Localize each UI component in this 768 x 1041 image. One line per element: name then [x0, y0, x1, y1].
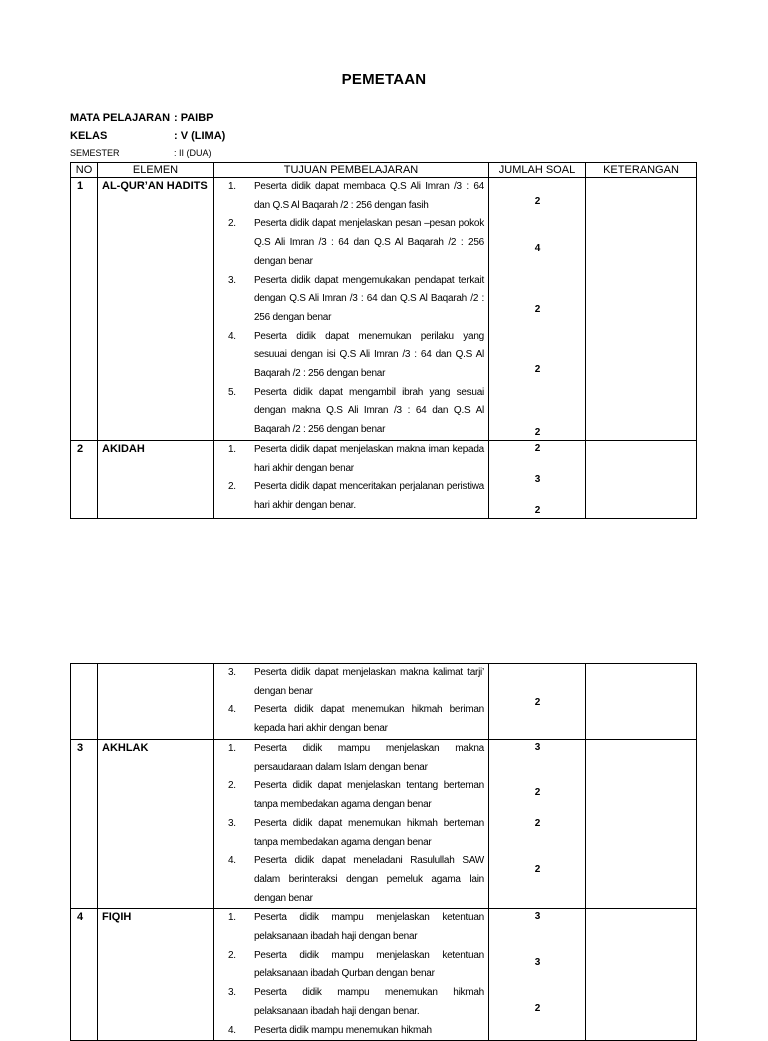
objective-item: 2. Peserta didik dapat menjelaskan pesan –pesan pokok Q.S Ali Imran /3 : 64 dan Q.S Al Baqarah /2 : 256 dengan benar — [228, 218, 484, 267]
question-count-cell — [489, 740, 586, 909]
objective-item: 4. Peserta didik dapat menemukan hikmah beriman kepada hari akhir dengan benar — [228, 704, 484, 735]
objectives-cell — [214, 664, 489, 740]
table-row — [71, 740, 697, 909]
question-count: 2 — [534, 787, 541, 798]
question-count: 2 — [534, 304, 541, 315]
mapping-table-page-2 — [70, 663, 697, 1041]
header-element: ELEMEN — [98, 163, 214, 178]
objectives-cell — [214, 740, 489, 909]
header-notes: KETERANGAN — [586, 163, 697, 178]
question-count-cell — [489, 178, 586, 441]
element-name: AKHLAK — [98, 740, 214, 909]
objective-item: 1. Peserta didik dapat membaca Q.S Ali Imran /3 : 64 dan Q.S Al Baqarah /2 : 256 dengan fasih — [228, 181, 484, 211]
question-count-cell — [489, 664, 586, 740]
objective-item: 2. Peserta didik dapat menceritakan perjalanan peristiwa hari akhir dengan benar. — [228, 481, 484, 511]
objectives-list — [214, 740, 488, 908]
element-name: AKIDAH — [98, 440, 214, 518]
class-value: : V (LIMA) — [174, 130, 226, 142]
notes-cell — [586, 440, 697, 518]
objectives-list — [214, 441, 488, 516]
row-number: 1 — [71, 178, 98, 441]
semester-value: : II (DUA) — [174, 148, 212, 158]
notes-cell — [586, 178, 697, 441]
objective-item: 3. Peserta didik dapat mengemukakan pendapat terkait dengan Q.S Ali Imran /3 : 64 dan Q.S Al Baqarah /2 : 256 dengan benar — [228, 274, 484, 323]
question-count: 4 — [534, 243, 541, 254]
mapping-table-page-1 — [70, 162, 697, 519]
question-count: 3 — [534, 473, 541, 485]
objective-item: 2. Peserta didik mampu menjelaskan ketentuan pelaksanaan ibadah Qurban dengan benar — [228, 949, 484, 980]
semester-line — [70, 148, 212, 158]
objective-item: 3. Peserta didik mampu menemukan hikmah pelaksanaan ibadah haji dengan benar. — [228, 987, 484, 1017]
header-objectives: TUJUAN PEMBELAJARAN — [214, 163, 489, 178]
notes-cell — [586, 664, 697, 740]
element-name — [98, 664, 214, 740]
objective-item: 4. Peserta didik dapat meneladani Rasulullah SAW dalam berinteraksi dengan pemeluk agama lain dengan benar — [228, 855, 484, 904]
objective-item: 5. Peserta didik dapat mengambil ibrah yang sesuai dengan makna Q.S Ali Imran /3 : 64 dan Q.S Al Baqarah /2 : 256 dengan benar — [228, 386, 484, 436]
question-count-cell — [489, 909, 586, 1041]
objective-item: 3. Peserta didik dapat menemukan hikmah berteman tanpa membedakan agama dengan benar — [228, 817, 484, 848]
question-count: 2 — [534, 818, 541, 829]
objectives-list — [214, 664, 488, 739]
notes-cell — [586, 740, 697, 909]
question-count: 2 — [534, 1003, 541, 1015]
table-row — [71, 178, 697, 441]
question-count: 2 — [534, 427, 541, 438]
objectives-list — [214, 909, 488, 1040]
subject-label: MATA PELAJARAN — [70, 112, 171, 124]
class-label: KELAS — [70, 130, 108, 142]
objective-item: 3. Peserta didik dapat menjelaskan makna kalimat tarji’ dengan benar — [228, 667, 484, 697]
subject-value: : PAIBP — [174, 112, 214, 124]
objective-item: 1. Peserta didik mampu menjelaskan ketentuan pelaksanaan ibadah haji dengan benar — [228, 912, 484, 943]
question-count: 2 — [534, 697, 541, 708]
row-number — [71, 664, 98, 740]
notes-cell — [586, 909, 697, 1041]
question-count: 3 — [534, 911, 541, 923]
objectives-cell — [214, 440, 489, 518]
page-title: PEMETAAN — [341, 71, 427, 88]
objective-item: 1. Peserta didik mampu menjelaskan makna persaudaraan dalam Islam dengan benar — [228, 743, 484, 773]
element-name: AL-QUR’AN HADITS — [98, 178, 214, 441]
question-count: 2 — [534, 196, 541, 207]
objective-item: 2. Peserta didik dapat menjelaskan tentang berteman tanpa membedakan agama dengan benar — [228, 780, 484, 811]
objectives-list — [214, 178, 488, 440]
question-count-cell — [489, 440, 586, 518]
objectives-cell — [214, 909, 489, 1041]
question-count: 3 — [534, 742, 541, 753]
objective-item: 4. Peserta didik mampu menemukan hikmah — [228, 1024, 432, 1036]
subject-line — [70, 112, 214, 124]
table-row — [71, 909, 697, 1041]
element-name: FIQIH — [98, 909, 214, 1041]
table-row — [71, 440, 697, 518]
objective-item: 4. Peserta didik dapat menemukan perilaku yang sesuuai dengan isi Q.S Ali Imran /3 : 64 dan Q.S Al Baqarah /2 : 256 dengan benar — [228, 330, 484, 380]
table-row — [71, 664, 697, 740]
question-count: 2 — [534, 504, 541, 516]
question-count: 2 — [534, 364, 541, 375]
header-no: NO — [71, 163, 98, 178]
class-line — [70, 130, 225, 142]
row-number: 4 — [71, 909, 98, 1041]
question-count: 3 — [534, 957, 541, 969]
objectives-cell — [214, 178, 489, 441]
question-count: 2 — [534, 442, 541, 454]
row-number: 3 — [71, 740, 98, 909]
table-header-row — [71, 163, 697, 178]
semester-label: SEMESTER — [70, 148, 120, 158]
question-count: 2 — [534, 864, 541, 875]
row-number: 2 — [71, 440, 98, 518]
header-question-count: JUMLAH SOAL — [489, 163, 586, 178]
objective-item: 1. Peserta didik dapat menjelaskan makna iman kepada hari akhir dengan benar — [228, 443, 484, 474]
